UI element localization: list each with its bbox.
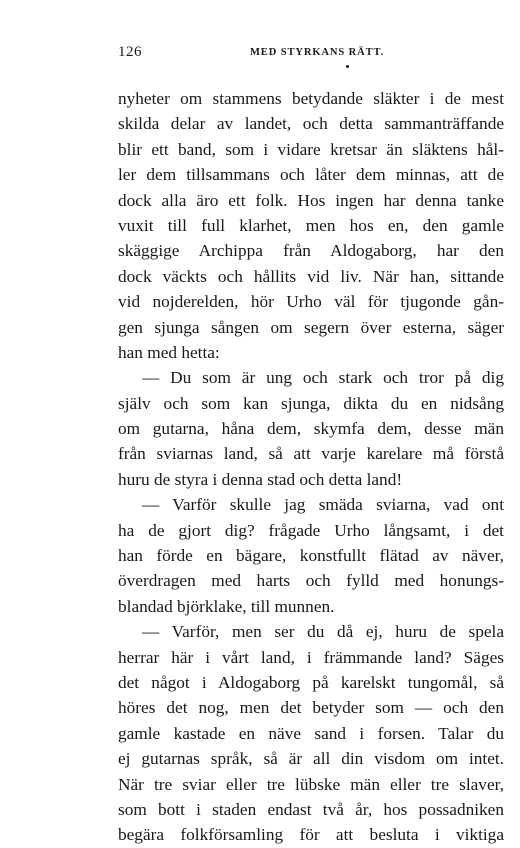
text-line: ler dem tillsammans och låter dem minnas, att de xyxy=(118,165,504,185)
text-line: vuxit till full klarhet, men hos en, den gamle xyxy=(118,215,504,235)
text-line: herrar här i vårt land, i främmande land? Säges xyxy=(118,647,504,667)
text-line: begära folkförsamling för att besluta i viktiga xyxy=(118,825,504,845)
text-line: nyheter om stammens betydande släkter i de mest xyxy=(118,89,504,108)
text-line: blandad björklake, till munnen. xyxy=(118,596,335,616)
text-line: När tre sviar eller tre lübske män eller tre slaver, xyxy=(118,774,504,794)
text-line: överdragen med harts och fylld med honungs- xyxy=(118,571,504,591)
text-line: ha de gjort dig? frågade Urho långsamt, i det xyxy=(118,520,504,540)
text-line: — Varför, men ser du då ej, huru de spela xyxy=(142,622,504,642)
text-line: dock alla äro ett folk. Hos ingen har denna tanke xyxy=(118,190,504,210)
text-line: vid nojderelden, hör Urho väl för tjugonde gån- xyxy=(118,292,504,312)
text-line: huru de styra i denna stad och detta land! xyxy=(118,469,403,489)
text-line: om gutarna, håna dem, skymfa dem, desse män xyxy=(118,419,504,439)
text-line: själv och som kan sjunga, dikta du en nidsång xyxy=(118,393,504,413)
text-line: höres det nog, men det betyder som — och den xyxy=(118,698,504,718)
text-line: gen sjunga sången om segern över esterna, säger xyxy=(118,317,504,337)
text-line: — Du som är ung och stark och tror på dig xyxy=(142,368,504,388)
text-line: skäggige Archippa från Aldogaborg, har den xyxy=(118,241,504,261)
text-line: det något i Aldogaborg på karelskt tungomål, så xyxy=(118,672,504,692)
text-line: gamle kastade en näve sand i forsen. Talar du xyxy=(118,723,504,743)
text-line: han förde en bägare, konstfullt flätad av näver, xyxy=(118,546,504,566)
ink-dot xyxy=(346,65,349,68)
running-title: MED STYRKANS RÄTT. xyxy=(250,47,385,58)
body-text xyxy=(118,86,504,848)
text-line: dock väckts och hållits vid liv. När han, sittande xyxy=(118,266,504,286)
text-line: han med hetta: xyxy=(118,342,220,362)
text-line: blir ett band, som i vidare kretsar än släktens hål- xyxy=(118,139,504,159)
text-line: — Varför skulle jag smäda sviarna, vad ont xyxy=(142,495,504,515)
running-head xyxy=(118,44,504,64)
text-line: som bott i staden endast två år, hos possadniken xyxy=(118,799,504,819)
text-line: ej gutarnas språk, så är all din visdom om intet. xyxy=(118,749,504,769)
text-line: från sviarnas land, så att varje karelare må förstå xyxy=(118,444,504,464)
text-line: skilda delar av landet, och detta sammanträffande xyxy=(118,114,504,134)
page-number: 126 xyxy=(118,44,142,60)
